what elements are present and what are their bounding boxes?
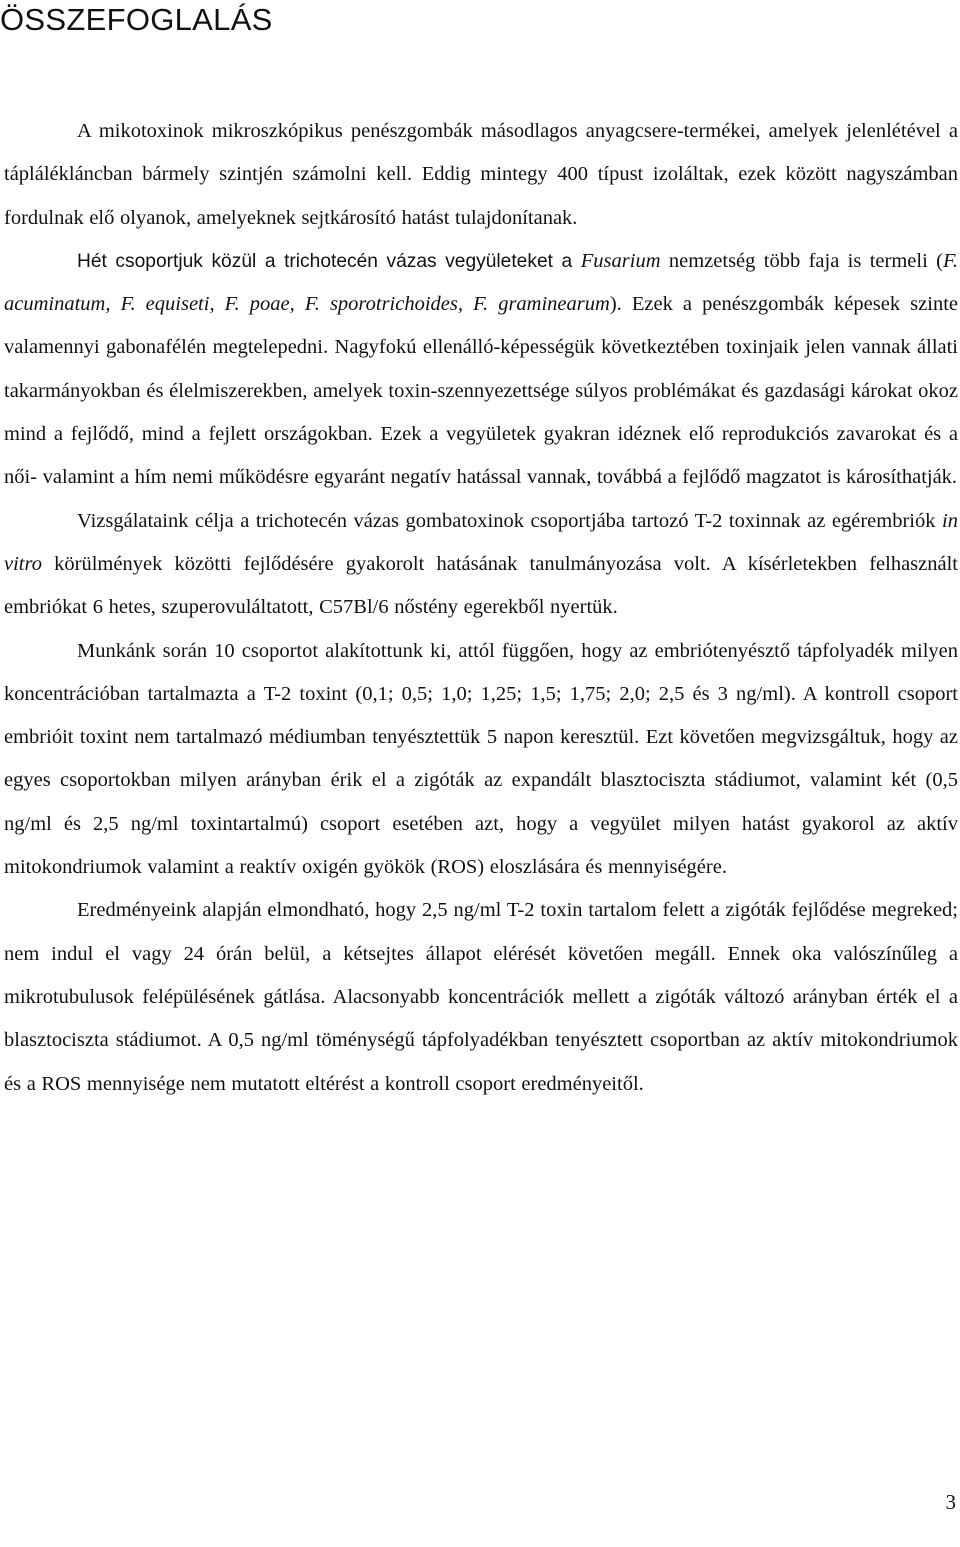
species-list: F. acuminatum, F. equiseti, F. poae, F. sporotrichoides, F. graminearum — [4, 249, 958, 316]
paragraph-fusarium-text-e: ). Ezek a penészgombák képesek szinte valamennyi gabonafélén megtelepedni. — [4, 293, 958, 359]
paragraph-fusarium — [4, 240, 958, 500]
paragraph-intro: A mikotoxinok mikroszkópikus penészgombák másodlagos anyagcsere-termékei, amelyek jelenlétével a táplálékláncban bármely szintjén számolni kell. Eddig mintegy 400 típust izoláltak, ezek között nagyszámban fordulnak elő olyanok, amelyeknek sejtkárosító hatást tulajdonítanak. — [4, 120, 958, 229]
paragraph-aims — [4, 500, 958, 630]
page-number: 3 — [945, 1490, 956, 1514]
paragraph-aims-text-a: Vizsgálataink célja a trichotecén vázas gombatoxinok csoportjába tartozó T-2 toxinnak az egérembriók — [77, 509, 943, 532]
paragraph-fusarium-text-f: Nagyfokú ellenálló-képességük következtében toxinjaik jelen vannak állati takarmányokban és élelmiszerekben, amelyek toxin-szennyezettsége súlyos problémákat és gazdasági károkat okoz mind a fejlődő, mind a fejlett országokban. Ezek a vegyületek gyakran idéznek elő reprodukciós zavarokat és a női- valamint a hím nemi működésre egyaránt negatív hatással vannak, továbbá a fejlődő magzatot is károsíthatják. — [4, 336, 958, 489]
paragraph-fusarium-text-a: Hét csoportjuk közül a trichotecén vázas vegyületeket a — [77, 250, 581, 272]
paragraph-results: Eredményeink alapján elmondható, hogy 2,5 ng/ml T-2 toxin tartalom felett a zigóták fejlődése megreked; nem indul el vagy 24 órán belül, a kétsejtes állapot elérését követően megáll. Ennek oka valószínűleg a mikrotubulusok felépülésének gátlása. Alacsonyabb koncentrációk mellett a zigóták változó arányban érték el a blasztociszta stádiumot. A 0,5 ng/ml töménységű tápfolyadékban tenyésztett csoportban az aktív mitokondriumok és a ROS mennyisége nem mutatott eltérést a kontroll csoport eredményeitől. — [4, 899, 958, 1095]
paragraph-aims-text-c: körülmények közötti fejlődésére gyakorolt hatásának tanulmányozása volt. A kísérletekben felhasznált embriókat 6 hetes, szuperovuláltatott, C57Bl/6 nőstény egerekből nyertük. — [4, 552, 958, 619]
summary-body — [4, 110, 958, 1106]
in-vitro-term: in vitro — [4, 509, 958, 575]
paragraph-methods: Munkánk során 10 csoportot alakítottunk ki, attól függően, hogy az embriótenyésztő tápfolyadék milyen koncentrációban tartalmazta a T-2 toxint (0,1; 0,5; 1,0; 1,25; 1,5; 1,75; 2,0; 2,5 és 3 ng/ml). A kontroll csoport embrióit toxint nem tartalmazó médiumban tenyésztettük 5 napon keresztül. Ezt követően megvizsgáltuk, hogy az egyes csoportokban milyen arányban érik el a zigóták az expandált blasztociszta stádiumot, valamint két (0,5 ng/ml és 2,5 ng/ml toxintartalmú) csoport esetében azt, hogy a vegyület milyen hatást gyakorol az aktív mitokondriumok valamint a reaktív oxigén gyökök (ROS) eloszlására és mennyiségére. — [4, 639, 958, 879]
paragraph-fusarium-text-c: nemzetség több faja is termeli ( — [660, 249, 943, 272]
page-title: ÖSSZEFOGLALÁS — [0, 2, 273, 37]
genus-name: Fusarium — [580, 249, 661, 272]
